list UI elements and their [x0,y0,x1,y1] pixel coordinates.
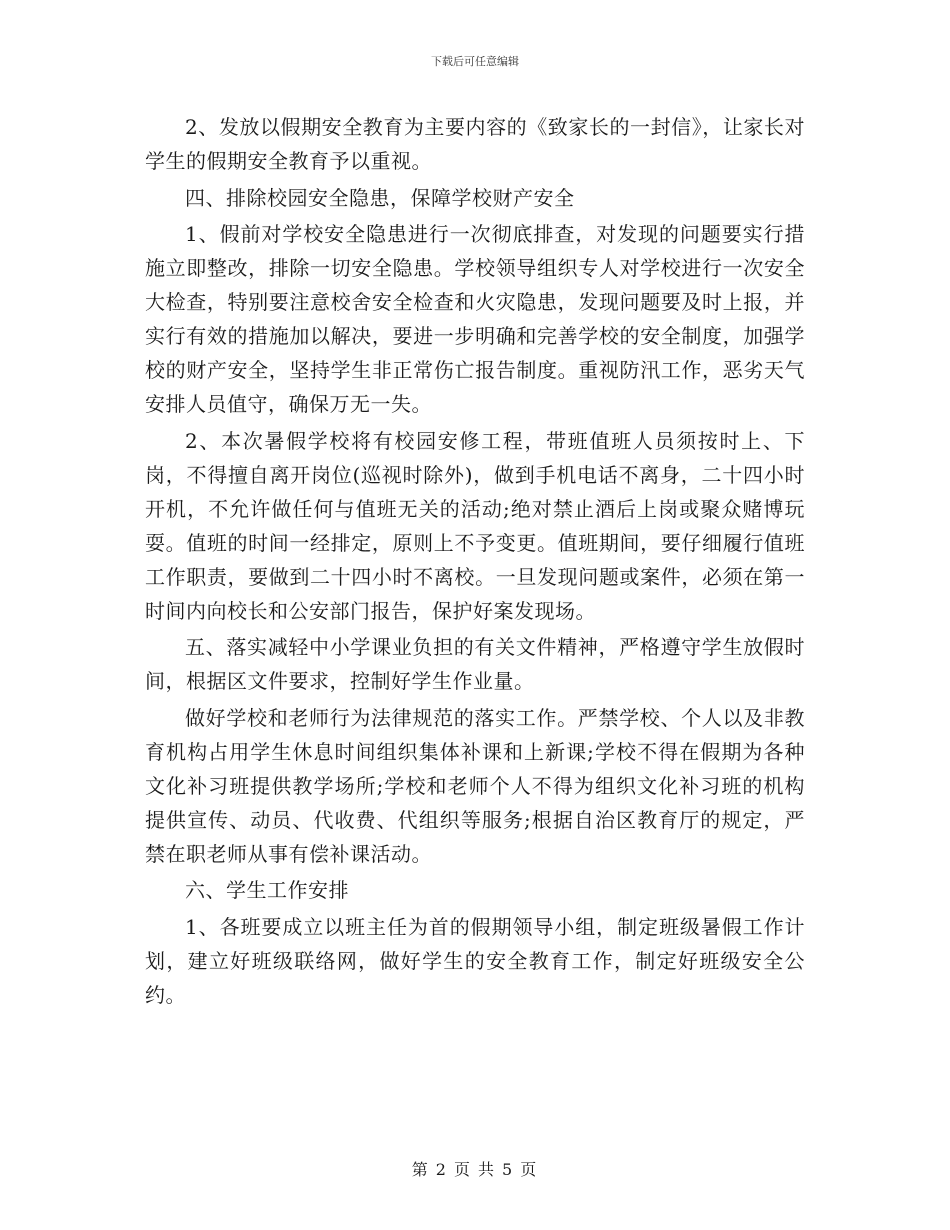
section-heading-6: 六、学生工作安排 [185,878,349,902]
footer-page-unit: 页 [453,1160,472,1179]
page-number: 2 [435,1160,448,1179]
paragraph-duty-rules: 2、本次暑假学校将有校园安修工程，带班值班人员须按时上、下岗，不得擅自离开岗位(巡视时除外)，做到手机电话不离身，二十四小时开机，不允许做任何与值班无关的活动;绝对禁止酒后上岗或聚众赌博玩耍。值班的时间一经排定，原则上不予变更。值班期间，要仔细履行值班工作职责，要做到二十四小时不离校。一旦发现问题或案件，必须在第一时间内向校长和公安部门报告，保护好案发现场。 [145,428,805,623]
section-heading-4: 四、排除校园安全隐患，保障学校财产安全 [185,185,575,210]
footer-total-unit: 页 [520,1160,539,1179]
page-footer [0,1157,950,1180]
page-header: 下载后可任意编辑 [431,55,519,68]
paragraph-teacher-conduct: 做好学校和老师行为法律规范的落实工作。严禁学校、个人以及非教育机构占用学生休息时间组织集体补课和上新课;学校不得在假期为各种文化补习班提供教学场所;学校和老师个人不得为组织文化补习班的机构提供宣传、动员、代收费、代组织等服务;根据自治区教育厅的规定，严禁在职老师从事有偿补课活动。 [145,705,805,866]
paragraph-safety-inspection: 1、假前对学校安全隐患进行一次彻底排查，对发现的问题要实行措施立即整改，排除一切安全隐患。学校领导组织专人对学校进行一次安全大检查，特别要注意校舍安全检查和火灾隐患，发现问题要及时上报，并实行有效的措施加以解决，要进一步明确和完善学校的安全制度，加强学校的财产安全，坚持学生非正常伤亡报告制度。重视防汛工作，恶劣天气安排人员值守，确保万无一失。 [145,222,805,416]
section-heading-5: 五、落实减轻中小学课业负担的有关文件精神，严格遵守学生放假时间，根据区文件要求，控制好学生作业量。 [145,635,805,693]
footer-prefix: 第 [411,1160,430,1179]
document-body [145,110,805,1014]
footer-total-prefix: 共 [478,1160,497,1179]
paragraph-class-plan: 1、各班要成立以班主任为首的假期领导小组，制定班级暑假工作计划，建立好班级联络网，做好学生的安全教育工作，制定好班级安全公约。 [145,914,805,1007]
total-pages: 5 [502,1160,515,1179]
paragraph-letter-to-parents: 2、发放以假期安全教育为主要内容的《致家长的一封信》，让家长对学生的假期安全教育予以重视。 [145,115,805,173]
